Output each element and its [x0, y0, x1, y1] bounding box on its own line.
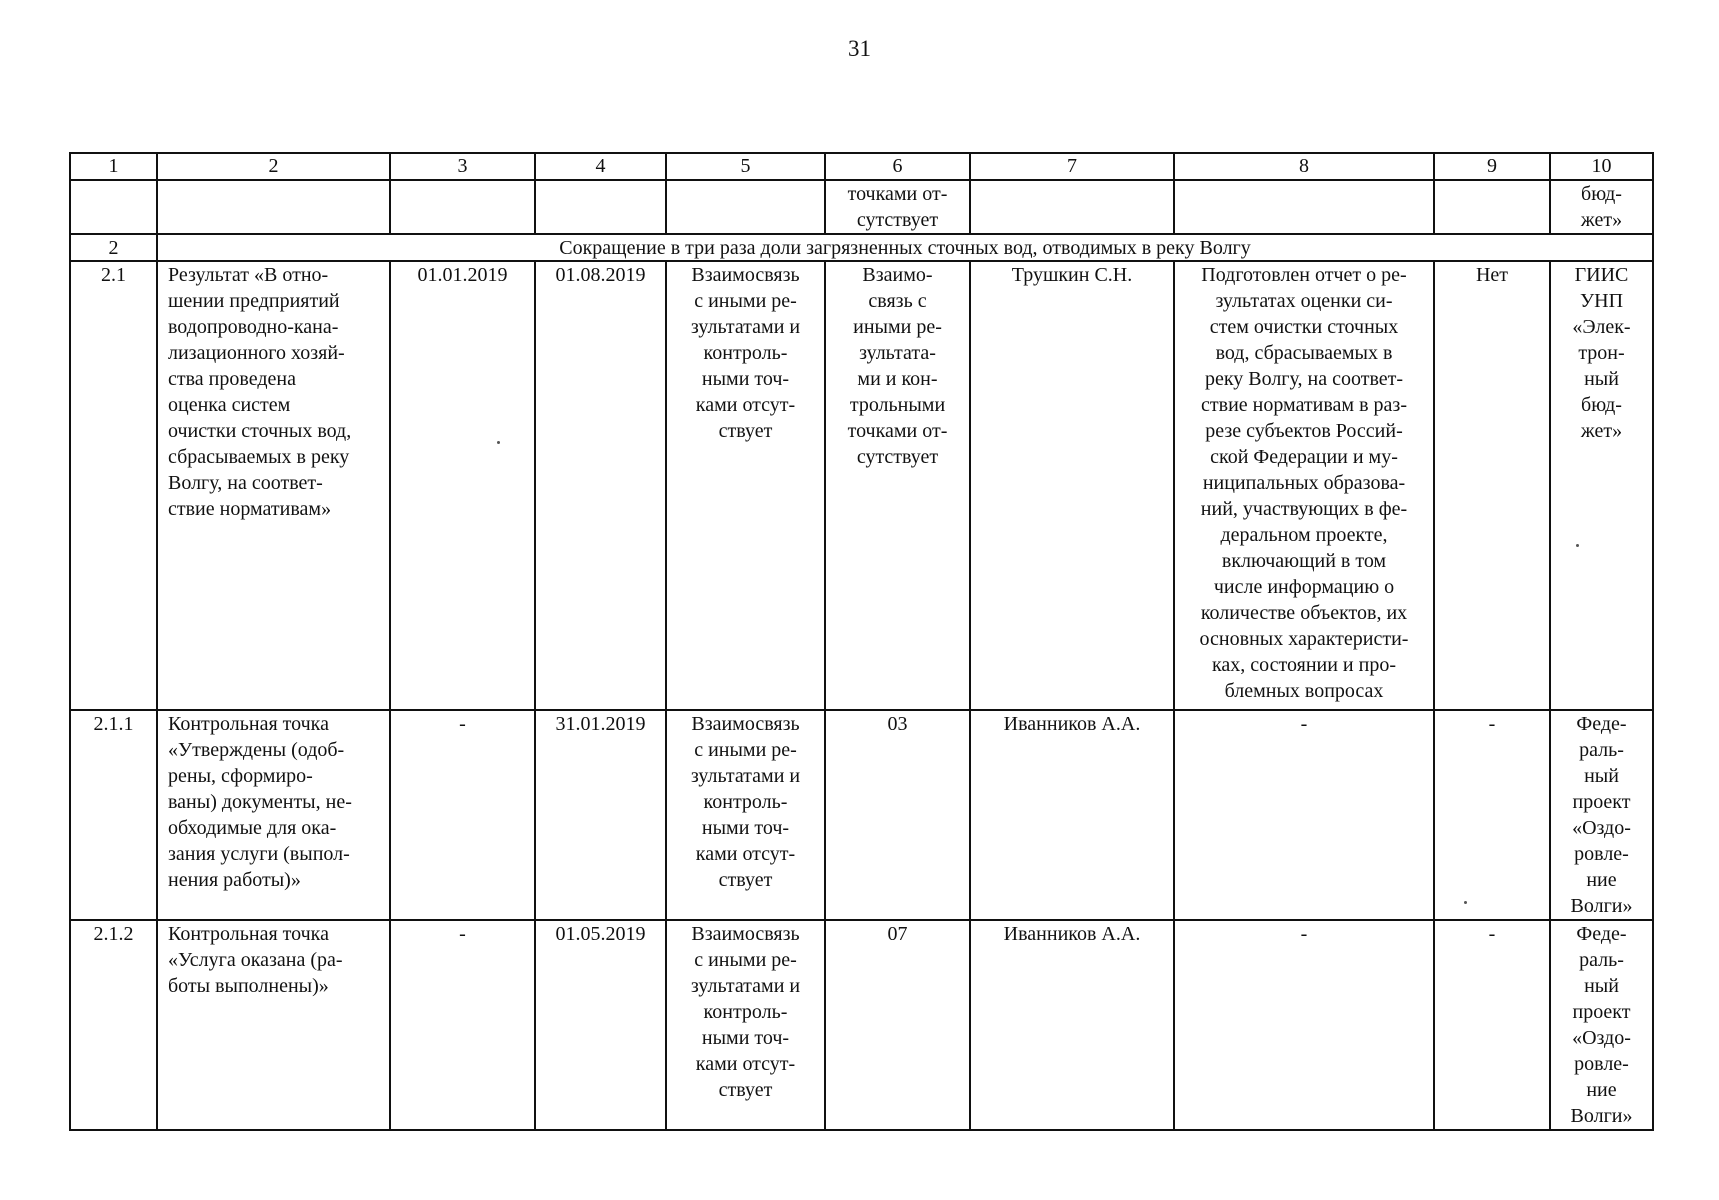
row-name: Результат «В отно- шении предприятий водопроводно-кана- лизационного хозяй- ства проведена оценка систем очистки сточных вод, сбрасываемых в реку Волгу, на соответ- ствие нормативам»	[157, 261, 390, 710]
row-start-date: -	[390, 920, 535, 1130]
section-row	[70, 234, 1653, 261]
row-system: ГИИС УНП «Элек- трон- ный бюд- жет»	[1550, 261, 1653, 710]
table-row	[70, 261, 1653, 710]
scan-speck	[497, 441, 500, 444]
row-end-date: 01.05.2019	[535, 920, 666, 1130]
cell-empty	[157, 180, 390, 234]
continuation-row	[70, 180, 1653, 234]
cell-empty	[390, 180, 535, 234]
column-header-8: 8	[1174, 153, 1434, 180]
row-level: -	[1434, 710, 1550, 920]
table-row	[70, 920, 1653, 1130]
cell-empty	[666, 180, 825, 234]
row-predecessors: Взаимосвязь с иными ре- зультатами и контроль- ными точ- ками отсут- ствует	[666, 710, 825, 920]
row-number: 2.1	[70, 261, 157, 710]
section-title: Сокращение в три раза доли загрязненных сточных вод, отводимых в реку Волгу	[157, 234, 1653, 261]
cell-empty	[70, 180, 157, 234]
row-responsible: Трушкин С.Н.	[970, 261, 1174, 710]
column-header-6: 6	[825, 153, 970, 180]
row-responsible: Иванников А.А.	[970, 920, 1174, 1130]
column-number-row	[70, 153, 1653, 180]
cell-empty	[535, 180, 666, 234]
column-header-3: 3	[390, 153, 535, 180]
row-result: Подготовлен отчет о ре- зультатах оценки си- стем очистки сточных вод, сбрасываемых в реку Волгу, на соответ- ствие нормативам в раз- резе субъектов Россий- ской Федерации и му- ниципальных образова- ний, участвующих в фе- деральном проекте, включающий в том числе информацию о количестве объектов, их основных характеристи- ках, состоянии и про- блемных вопросах	[1174, 261, 1434, 710]
cell-successors: точками от- сутствует	[825, 180, 970, 234]
row-number: 2.1.1	[70, 710, 157, 920]
row-responsible: Иванников А.А.	[970, 710, 1174, 920]
column-header-10: 10	[1550, 153, 1653, 180]
column-header-5: 5	[666, 153, 825, 180]
row-successors: 07	[825, 920, 970, 1130]
row-successors: Взаимо- связь с иными ре- зультата- ми и кон- трольными точками от- сутствует	[825, 261, 970, 710]
row-end-date: 01.08.2019	[535, 261, 666, 710]
page-number: 31	[848, 36, 871, 61]
row-level: -	[1434, 920, 1550, 1130]
column-header-9: 9	[1434, 153, 1550, 180]
row-name: Контрольная точка «Утверждены (одоб- рены, сформиро- ваны) документы, не- обходимые для ока- зания услуги (выпол- нения работы)»	[157, 710, 390, 920]
column-header-7: 7	[970, 153, 1174, 180]
row-name: Контрольная точка «Услуга оказана (ра- боты выполнены)»	[157, 920, 390, 1130]
row-successors: 03	[825, 710, 970, 920]
row-start-date: -	[390, 710, 535, 920]
table-row	[70, 710, 1653, 920]
row-number: 2.1.2	[70, 920, 157, 1130]
row-predecessors: Взаимосвязь с иными ре- зультатами и контроль- ными точ- ками отсут- ствует	[666, 261, 825, 710]
scan-speck	[1576, 544, 1579, 547]
column-header-2: 2	[157, 153, 390, 180]
cell-system: бюд- жет»	[1550, 180, 1653, 234]
row-system: Феде- раль- ный проект «Оздо- ровле- ние Волги»	[1550, 920, 1653, 1130]
row-system: Феде- раль- ный проект «Оздо- ровле- ние Волги»	[1550, 710, 1653, 920]
cell-empty	[970, 180, 1174, 234]
column-header-4: 4	[535, 153, 666, 180]
section-number: 2	[70, 234, 157, 261]
column-header-1: 1	[70, 153, 157, 180]
row-result: -	[1174, 920, 1434, 1130]
row-result: -	[1174, 710, 1434, 920]
row-level: Нет	[1434, 261, 1550, 710]
cell-empty	[1434, 180, 1550, 234]
row-end-date: 31.01.2019	[535, 710, 666, 920]
scan-speck	[1464, 901, 1467, 904]
row-predecessors: Взаимосвязь с иными ре- зультатами и контроль- ными точ- ками отсут- ствует	[666, 920, 825, 1130]
plan-table	[69, 152, 1654, 1131]
row-start-date: 01.01.2019	[390, 261, 535, 710]
cell-empty	[1174, 180, 1434, 234]
